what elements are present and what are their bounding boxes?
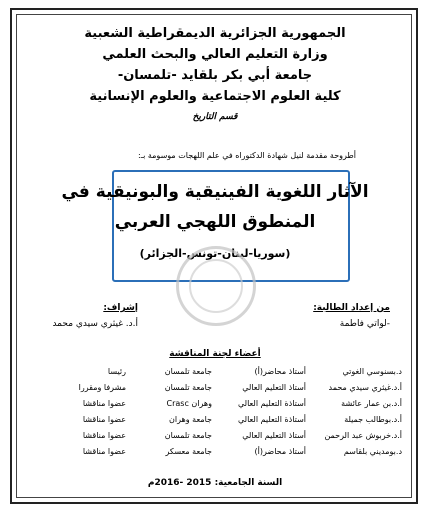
- header-ministry: وزارة التعليم العالي والبحث العلمي: [102, 47, 328, 62]
- header-university: جامعة أبي بكر بلقايد -تلمسان-: [117, 68, 313, 83]
- jury-row: [36, 415, 402, 429]
- student-name: -لواتي فاطمة: [339, 319, 390, 329]
- jury-member-name: أ.د.بن عمار عائشة: [341, 399, 402, 408]
- jury-member-rank: أستاذ التعليم العالي: [242, 431, 306, 440]
- jury-member-rank: أستاذ محاضر(أ): [254, 447, 306, 456]
- academic-year: السنة الجامعية: 2015 -2016م: [147, 478, 283, 488]
- jury-row: [36, 399, 402, 413]
- jury-member-name: أ.د.غيثري سيدي محمد: [328, 383, 402, 392]
- jury-member-institution: جامعة معسكر: [165, 447, 212, 456]
- jury-member-institution: جامعة تلمسان: [164, 383, 212, 392]
- thesis-intro: أطروحة مقدمة لنيل شهادة الدكتوراه في علم اللهجات موسومة بـ:: [138, 151, 356, 160]
- jury-member-rank: أستاذ التعليم العالي: [242, 383, 306, 392]
- jury-member-rank: أستاذة التعليم العالي: [238, 415, 306, 424]
- jury-member-institution: جامعة تلمسان: [164, 431, 212, 440]
- jury-member-role: عضوا مناقشا: [82, 447, 126, 456]
- supervisor-label: إشراف:: [103, 303, 138, 313]
- thesis-title-line2: المنطوق اللهجي العربي: [114, 212, 316, 232]
- thesis-title-line1: الآثار اللغوية الفينيقية والبونيقية في: [61, 182, 369, 202]
- jury-member-name: د.بسنوسي الغوتي: [342, 367, 402, 376]
- jury-member-name: أ.د.بوطالب جميلة: [344, 415, 402, 424]
- jury-row: [36, 383, 402, 397]
- header-republic: الجمهورية الجزائرية الديمقراطية الشعبية: [84, 26, 346, 41]
- supervisor-name: أ.د. غيثري سيدي محمد: [52, 319, 138, 329]
- jury-member-name: أ.د.خربوش عبد الرحمن: [324, 431, 402, 440]
- university-seal-inner: [189, 259, 243, 313]
- header-department: قسم التاريخ: [192, 112, 238, 122]
- jury-member-role: عضوا مناقشا: [82, 399, 126, 408]
- jury-member-institution: جامعة تلمسان: [164, 367, 212, 376]
- header-faculty: كلية العلوم الاجتماعية والعلوم الإنسانية: [89, 89, 341, 104]
- jury-member-rank: أستاذة التعليم العالي: [238, 399, 306, 408]
- jury-row: [36, 431, 402, 445]
- jury-member-institution: جامعة وهران: [169, 415, 212, 424]
- jury-row: [36, 447, 402, 461]
- thesis-title-line3: (سوريا-لبنان-تونس-الجزائر): [139, 247, 291, 260]
- jury-member-role: عضوا مناقشا: [82, 431, 126, 440]
- university-seal-icon: [176, 246, 256, 326]
- jury-member-role: رئيسا: [107, 367, 126, 376]
- student-label: من إعداد الطالبة:: [313, 303, 390, 313]
- jury-member-rank: أستاذ محاضر(أ): [254, 367, 306, 376]
- jury-member-institution: وهران Crasc: [166, 399, 212, 408]
- jury-heading: أعضاء لجنة المناقشة: [169, 349, 261, 359]
- jury-member-role: مشرفا ومقررا: [78, 383, 126, 392]
- jury-member-name: د.بومديني بلقاسم: [343, 447, 402, 456]
- jury-member-role: عضوا مناقشا: [82, 415, 126, 424]
- jury-row: [36, 367, 402, 381]
